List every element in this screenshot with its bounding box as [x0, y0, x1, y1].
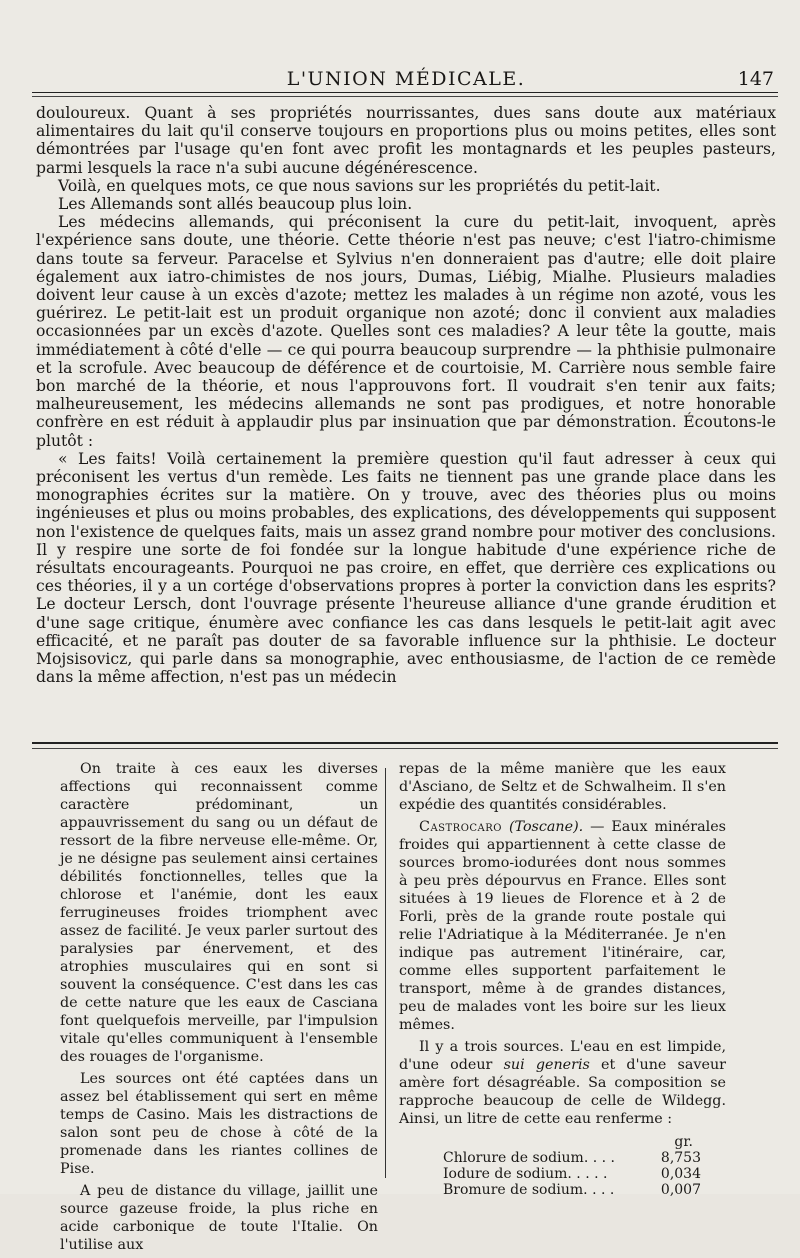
- paragraph-text: Il y a trois sources. L'eau en est limpide, d'une odeur: [399, 1039, 726, 1073]
- table-unit: gr.: [674, 1134, 693, 1150]
- page-number: 147: [737, 68, 774, 90]
- composition-table: [443, 1134, 701, 1198]
- place-region: (Toscane).: [508, 819, 584, 835]
- left-column: [60, 760, 378, 1258]
- table-cell-value: 0,034: [660, 1166, 701, 1182]
- main-paragraph: « Les faits! Voilà certainement la première question qu'il faut adresser à ceux qui préconisent les vertus d'un remède. Les faits ne tiennent pas une grande place dans les monographies écrites sur la matière. On y trouve, avec des théories plus ou moins ingénieuses et plus ou moins probables, des explications, des développements qui supposent non l'existence de quelques faits, mais un assez grand nombre pour motiver des conclusions. Il y respire une sorte de foi fondée sur la longue habitude d'une expérience riche de résultats encourageants. Pourquoi ne pas croire, en effet, que derrière ces explications ou ces théories, il y a un cortége d'observations propres à porter la conviction dans les esprits? Le docteur Lersch, dont l'ouvrage présente l'heureuse alliance d'une grande érudition et d'une sage critique, énumère avec confiance les cas dans lesquels le petit-lait agit avec efficacité, et ne paraît pas douter de sa favorable influence sur la phthisie. Le docteur Mojsisovicz, qui parle dans sa monographie, avec enthousiasme, de l'action de ce remède dans la même affection, n'est pas un médecin: [36, 449, 776, 687]
- table-cell-name: Chlorure de sodium. . . .: [443, 1150, 615, 1166]
- table-row: [443, 1166, 701, 1182]
- table-row: [443, 1150, 701, 1166]
- column-paragraph: A peu de distance du village, jaillit une source gazeuse froide, la plus riche en acide carbonique de toute l'Italie. On l'utilise aux: [60, 1183, 378, 1253]
- header-rule-thin: [32, 96, 778, 97]
- main-paragraph: douloureux. Quant à ses propriétés nourrissantes, dues sans doute aux matériaux alimentaires du lait qu'il conserve toujours en proportions plus ou moins petites, elles sont démontrées par l'usage qu'en font avec profit les montagnards et les peuples pasteurs, parmi lesquels la race n'a subi aucune dégénérescence.: [36, 104, 776, 177]
- table-row: [443, 1182, 701, 1198]
- column-divider: [385, 768, 386, 1178]
- feuilleton-rule-thin: [32, 748, 778, 749]
- journal-title: L'UNION MÉDICALE.: [286, 68, 526, 90]
- table-cell-value: 0,007: [660, 1182, 701, 1198]
- main-paragraph: Voilà, en quelques mots, ce que nous savions sur les propriétés du petit-lait.: [58, 176, 661, 195]
- table-cell-name: Iodure de sodium. . . . .: [443, 1166, 608, 1182]
- table-cell-value: 8,753: [660, 1150, 701, 1166]
- feuilleton-rule: [32, 742, 778, 744]
- column-paragraph: repas de la même manière que les eaux d'Asciano, de Seltz et de Schwalheim. Il s'en expédie des quantités considérables.: [399, 761, 726, 813]
- running-header: [30, 62, 782, 96]
- main-text: [36, 104, 776, 687]
- table-cell-name: Bromure de sodium. . . .: [443, 1182, 615, 1198]
- column-paragraph: On traite à ces eaux les diverses affections qui reconnaissent comme caractère prédominant, un appauvrissement du sang ou un défaut de ressort de la fibre nerveuse elle-même. Or, je ne désigne pas seulement ainsi certaines débilités fonctionnelles, telles que la chlorose et l'anémie, dont les eaux ferrugineuses froides triomphent avec assez de facilité. Je veux parler surtout des paralysies par énervement, et des atrophies musculaires qui en sont si souvent la conséquence. C'est dans les cas de cette nature que les eaux de Casciana font quelquefois merveille, par l'impulsion vitale qu'elles communiquent à l'ensemble des rouages de l'organisme.: [60, 761, 378, 1065]
- main-paragraph: Les Allemands sont allés beaucoup plus loin.: [58, 195, 413, 214]
- place-name: Castrocaro: [419, 819, 503, 835]
- column-paragraph: Les sources ont été captées dans un assez bel établissement qui sert en même temps de Casino. Mais les distractions de salon sont peu de chose à côté de la promenade dans les riantes collines de Pise.: [60, 1071, 378, 1177]
- paragraph-text: — Eaux minérales froides qui appartiennent à cette classe de sources bromo-iodurées dont nous sommes à peu près dépourvus en France. Elles sont situées à 19 lieues de Florence et à 2 de Forli, près de la grande route postale qui relie l'Adriatique à la Méditerranée. Je n'en indique pas autrement l'itinéraire, car, comme elles supportent parfaitement le transport, même à de grandes distances, peu de malades vont les boire sur les lieux mêmes.: [399, 819, 726, 1033]
- paragraph-text: et d'une saveur amère fort désagréable. Sa composition se rapproche beaucoup de celle de Wildegg. Ainsi, un litre de cette eau renferme :: [399, 1057, 726, 1127]
- italic-term: sui generis: [503, 1057, 590, 1073]
- column-paragraph: [399, 818, 726, 1034]
- column-paragraph: [399, 1038, 726, 1128]
- right-column: [399, 760, 726, 1198]
- header-rule: [32, 92, 778, 93]
- main-paragraph: Les médecins allemands, qui préconisent la cure du petit-lait, invoquent, après l'expérience sans doute, une théorie. Cette théorie n'est pas neuve; c'est l'iatro-chimisme dans toute sa ferveur. Paracelse et Sylvius n'en donneraient pas d'autre; elle doit plaire également aux iatro-chimistes de nos jours, Dumas, Liébig, Mialhe. Plusieurs maladies doivent leur cause à un excès d'azote; mettez les malades à un régime non azoté, vous les guérirez. Le petit-lait est un produit organique non azoté; donc il convient aux maladies occasionnées par un excès d'azote. Quelles sont ces maladies? A leur tête la goutte, mais immédiatement à côté d'elle — ce qui pourra beaucoup surprendre — la phthisie pulmonaire et la scrofule. Avec beaucoup de déférence et de courtoisie, M. Carrière nous semble faire bon marché de la théorie, et nous l'approuvons fort. Il voudrait s'en tenir aux faits; malheureusement, les médecins allemands ne sont pas prodigues, et notre honorable confrère en est réduit à applaudir plus par insinuation que par démonstration. Écoutons-le plutôt :: [36, 213, 776, 450]
